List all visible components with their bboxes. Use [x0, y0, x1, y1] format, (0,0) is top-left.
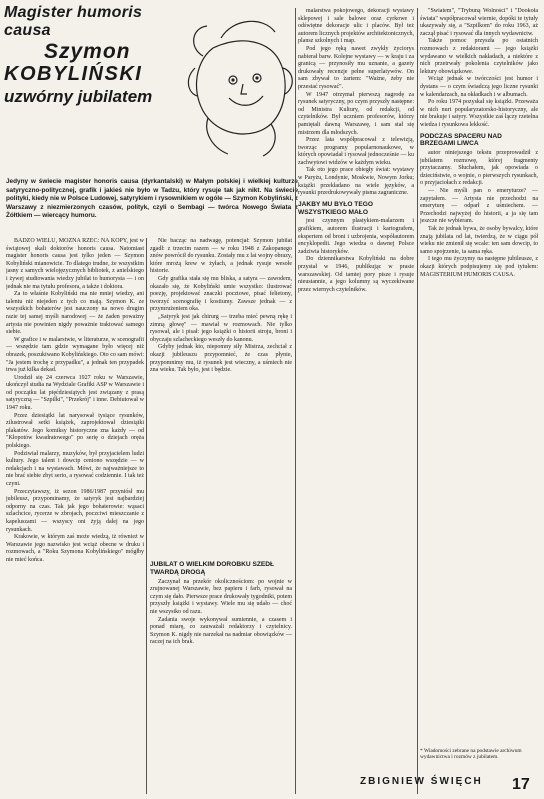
headline-line-4: uzwórny jubilatem	[4, 87, 153, 106]
paragraph: Gdy grafika stała się mu bliska, a satyra — zawodem, okazało się, że Kobyliński umie wszystko: ilustrować poezję, projektować znaczki pocztowe, pisać felietony, tworzyć scenografię i kostiumy. Zawsze jednak — z przymrużeniem oka.	[150, 275, 292, 313]
paragraph: Gdyby jednak kto, niepomny siły Mistrza, zechciał z okazji jubileuszu przypomnieć, że czas płynie, przypomnimy mu, iż rysunek jest wieczny, a uśmiech nie zna wieku. Tak było, jest i będzie.	[150, 344, 292, 374]
headline-line-3: KOBYLIŃSKI	[4, 63, 143, 85]
paragraph: Podziwiał malarzy, muzyków, był przyjacielem ludzi kultury. Jego talent i dowcip ceniono wszędzie — w redakcjach i na wystawach. Mówi, że najważniejsze to nie brać siebie zbyt serio, a rysować codziennie. I tak też czyni.	[6, 450, 144, 487]
footnote: * Wiadomości zebrane na podstawie archiwum wydawnictwa i rozmów z jubilatem.	[420, 748, 522, 761]
column-2	[150, 238, 292, 550]
column-divider	[146, 238, 147, 794]
paragraph: Tak że jednak bywa, że osoby bywalcy, które znają jubilata od lat, twierdzą, że w ciągu pół wieku nie zmienił się wcale: ten sam dowcip, to samo spojrzenie, ta sama ręka.	[420, 226, 538, 255]
author-byline: ZBIGNIEW ŚWIĘCH	[360, 776, 483, 787]
paragraph: Przez lata współpracował z telewizją, tworząc programy popularnonaukowe, w których opowiadał i rysował jednocześnie — ku zachwytowi widzów w każdym wieku.	[298, 137, 414, 166]
paragraph: Tak oto jego prace obiegły świat: wystawy w Paryżu, Londynie, Moskwie, Nowym Jorku; książki przekładano na wiele języków, a rysunki przedrukowywały pisma zagraniczne.	[298, 167, 414, 197]
lead-paragraph: Jedyny w świecie magister honoris causa (dyrkantalski) w Małym polskiej i wielkiej kulturze satyryczno-politycznej, grafik i jakieś nie było w Tadzu, który rysuje tak jak nikt. Na świecie polityki, kiedy nie w Polsce Ludowej, satyrykiem i rysownikiem w ogóle — Szymon Kobyliński, z Warszawy z niezmierzonych czasów, polityk, czyli o Sembagi — twórca Nowego Świata z Żółtkiem — wiercący humoru.	[6, 178, 298, 220]
paragraph: „Satyryk jest jak chirurg — trzeba mieć pewną rękę i zimną głowę" — mawiał w rozmowach. Nie tylko rysował, ale i pisał: jego książki o historii stroju, broni i obyczaju szlacheckiego weszły do kanonu.	[150, 313, 292, 343]
paragraph: Nie bacząc na nadwagę, potencjał: Szymon jubilat zgadł: z trzecim razem — w roku 1948 z Zakopanego znów powrócił do rysunku. Zostały mu z lat wojny obrazy, które mrożą krew w żyłach, a jednak rysuje wesołe historie.	[150, 238, 292, 275]
paragraph: W 1947 otrzymał pierwszą nagrodę za rysunek satyryczny, po czym przyszły następne: od Ministra Kultury, od redakcji, od czytelników. Był uczniem profesorów, którzy pamiętali dawną Warszawę, i sam stał się mistrzem dla młodszych.	[298, 91, 414, 136]
page-number: 17	[512, 776, 530, 793]
paragraph: Także pomoc przyszła po ostatnich rozmowach z redaktorami — jego książki wydawano w wielkich nakładach, a niektóre z nich przetrwały pokolenia czytelników jako lektury obowiązkowe.	[420, 38, 538, 75]
paragraph: Urodził się 24 czerwca 1927 roku w Warszawie, ukończył studia na Wydziale Grafiki ASP w Warszawie i od początku lat pięćdziesiątych jest związany z prasą satyryczną — "Szpilki", "Przekrój" i inne. Debiutował w 1947 roku.	[6, 374, 144, 412]
paragraph: Krakowie, w którym zaś może wiedzą, iż również w Warszawie jego nazwisko jest wciąż obecne w druku i rozmowach, a "Roku Szymona Kobylińskiego" mógłby nie mieć końca.	[6, 534, 144, 563]
paragraph: I tego mu życzymy na następne jubileusze, z okazji których podpisujemy się pod tytułem: MAGISTERIUM HUMORIS CAUSA.	[420, 256, 538, 278]
paragraph: "Światem", "Trybuną Wolności" i "Dookoła świata" współpracował wiernie, dopóki te tytuły ukazywały się, a "Szpilkom" do roku 1963, aż zaczął pisać i rysować dla innych wydawnictw.	[420, 8, 538, 37]
column-4	[420, 8, 538, 793]
paragraph: Do dziennikarstwa Kobyliński na dobre przystał w 1946, publikując w prasie warszawskiej. Od tamtej pory pisze i rysuje nieustannie, a jego kolumny są wyczekiwane przez wiernych czytelników.	[298, 256, 414, 293]
column-divider	[417, 8, 418, 794]
paragraph: Za to właśnie Kobyliński ma nie mniej wiedzy, ani talentu niż niejeden z tych co mają. Szymon K. ze wszystkich bohaterów jest nauczony na nowo drugim razie tej samej myśli narodowej — że żaden poważny artysta nie powinien nigdy poważnie traktować samego siebie.	[6, 291, 144, 336]
subheading: JUBILAT O WIELKIM DOROBKU SZEDŁ TWARDĄ DROGĄ	[150, 561, 275, 576]
headline-line-2: Szymon	[44, 40, 131, 63]
headline	[4, 4, 182, 107]
headline-line-1: Magister humoris causa	[4, 4, 143, 39]
paragraph: malarstwa pokojowego, dekoracji wystawy sklepowej i sale balowe oraz cyrkowe i odświętne dekoracje ulic i placów. Był też autorem licznych projektów architektonicznych, plansz szkolnych i map.	[298, 8, 414, 45]
subheading: PODCZAS SPACERU NAD BRZEGAMI LIWCA	[420, 132, 502, 148]
paragraph: Przez dziesiątki lat narysował tysiące rysunków, zilustrował setki książek, zaprojektował dziesiątki plakatów. Jego komiksy historyczne zna każdy — od "Kłopotów kwadratowego" po serię o dziejach oręża polskiego.	[6, 412, 144, 450]
paragraph: autor niniejszego tekstu przeprowadził z jubilatem rozmowę, której fragmenty przytaczamy. Słuchałem, jak opowiada o dzieciństwie, o wojnie, o pierwszych rysunkach, o przyjaciołach z redakcji.	[420, 150, 538, 187]
paragraph: Pod jego ręką nawet zwykły życiorys nabierał barw. Kolejne wystawy — w kraju i za granicą — przynosiły mu uznanie, a gazety drukowały recenzje pełne superlatywów. On sam zbywał to żartem: "Ważne, żeby nie przestać rysować".	[298, 45, 414, 90]
paragraph: Przeczytawszy, iż sezon 1986/1987 przyniósł mu jubileusz, przypominamy, że satyryk jest najbardziej odporny na czas. Tak jak jego bohaterowie: wąsaci szlachcice, rycerze w zbrojach, poczciwi mieszczanie z kapeluszami — wszyscy oni żyją dalej na jego rysunkach.	[6, 488, 144, 533]
column-2-lower	[150, 558, 292, 780]
paragraph: Po roku 1974 pozyskał się książki. Przeważa w nich nurt popularyzatorsko-historyczny, ale nie brakuje i satyry. Wszystkie zaś łączy rzetelna wiedza i rysunkowa lekkość.	[420, 99, 538, 128]
paragraph: Zaczynał na przekór okolicznościom: po wojnie w zrujnowanej Warszawie, bez papieru i farb, rysował na czym się dało. Pierwsze prace drukowały tygodniki, potem przyszły książki i wystawy. Wiele mu się udało — choć nie wszystko od razu.	[150, 578, 292, 615]
paragraph: — Nie myśli pan o emeryturze? — zapytałem. — Artysta nie przechodzi na emeryturę — odparł z uśmiechem. — Przechodzi najwyżej do historii, a ja się tam jeszcze nie wybieram.	[420, 188, 538, 225]
paragraph: BADZO WIELU, MOŻNA RZEC: NA KOPY, jest w świątowej skali doktorów honoris causa. Natomiast magister honoris causa jest tylko jeden — Szymon Kobyliński mianowicie. To dlatego trudne, że wszystkim jasny z samych wielojęzycznych bibliotek, z anielskiego i żywej studiowania wiedzy jubilat to humorysta — i on jednak nie ma tytułu profesora, a także i doktora.	[6, 238, 144, 290]
paragraph: Zadania swoje wykonywał sumiennie, a czasem i ponad miarę, co zauważali redaktorzy i czytelnicy. Szymon K. nigdy nie narzekał na nadmiar obowiązków — raczej na ich brak.	[150, 616, 292, 646]
paragraph: W grafice i w malarstwie, w literaturze, w scenografii — wszędzie tam gdzie wymagane było więcej niż obrazek, poszukiwano Kobylińskiego. Oto co sam mówi: "Ja jestem trochę z przypadku", a jednak ten przypadek trwa już kilka dekad.	[6, 336, 144, 374]
column-3	[298, 8, 414, 793]
subheading: JAKBY MU BYŁO TEGO WSZYSTKIEGO MAŁO	[298, 200, 373, 216]
column-divider	[295, 8, 296, 794]
caricature-illustration	[183, 8, 299, 158]
column-1	[6, 238, 144, 794]
paragraph: jest czynnym plastykiem-malarzem i grafikiem, autorem ilustracji i kartografem, ekspertem od broni i uzbrojenia, współautorem encyklopedii. Jego wiedza o dawnej Polsce zadziwia historyków.	[298, 218, 414, 255]
paragraph: Wciąż jednak w twórczości jest humor i dystans — o czym świadczą jego liczne rysunki w kalendarzach, na okładkach i w albumach.	[420, 76, 538, 98]
